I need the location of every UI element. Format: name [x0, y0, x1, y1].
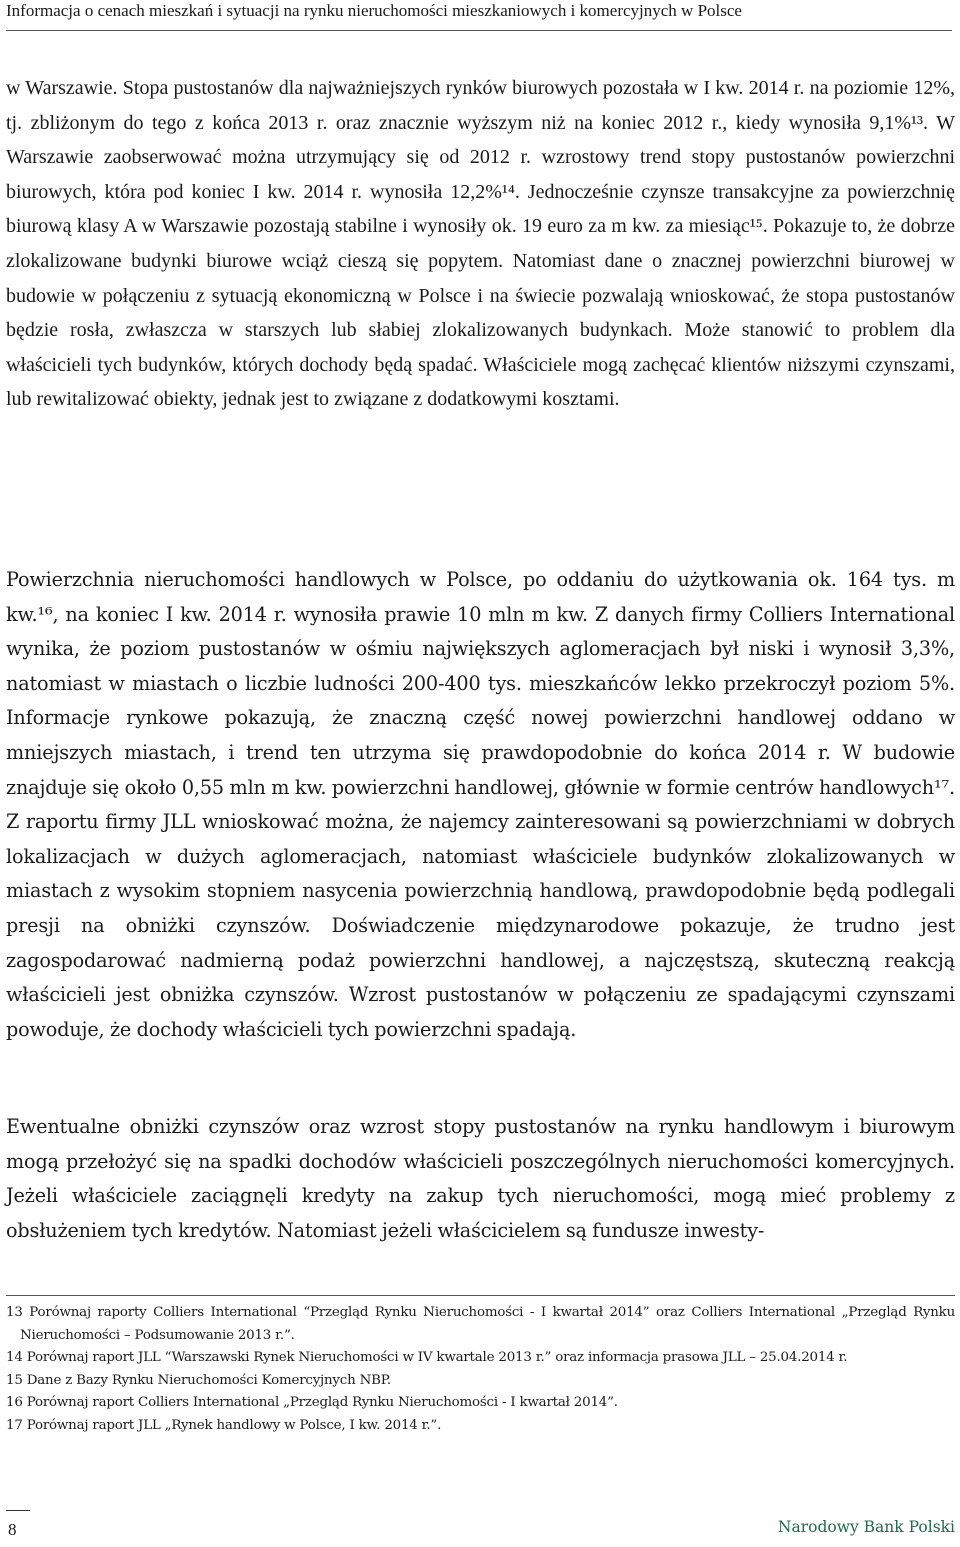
paragraph-office-market: w Warszawie. Stopa pustostanów dla najważniejszych rynków biurowych pozostała w I kw. 2014 r. na poziomie 12%, tj. zbliżonym do tego z końca 2013 r. oraz znacznie wyższym niż na koniec 2012 r., kiedy wynosiła 9,1%¹³. W Warszawie zaobserwować można utrzymujący się od 2012 r. wzrostowy trend stopy pustostanów powierzchni biurowych, która pod koniec I kw. 2014 r. wynosiła 12,2%¹⁴. Jednocześnie czynsze transakcyjne za powierzchnię biurową klasy A w Warszawie pozostają stabilne i wynosiły ok. 19 euro za m kw. za miesiąc¹⁵. Pokazuje to, że dobrze zlokalizowane budynki biurowe wciąż cieszą się popytem. Natomiast dane o znacznej powierzchni biurowej w budowie w połączeniu z sytuacją ekonomiczną w Polsce i na świecie pozwalają wnioskować, że stopa pustostanów będzie rosła, zwłaszcza w starszych lub słabiej zlokalizowanych budynkach. Może stanowić to problem dla właścicieli tych budynków, których dochody będą spadać. Właściciele mogą zachęcać klientów niższymi czynszami, lub rewitalizować obiekty, jednak jest to związane z dodatkowymi kosztami. [6, 77, 955, 411]
paragraph-retail-market: Powierzchnia nieruchomości handlowych w Polsce, po oddaniu do użytkowania ok. 164 tys. m kw.¹⁶, na koniec I kw. 2014 r. wynosiła prawie 10 mln m kw. Z danych firmy Colliers International wynika, że poziom pustostanów w ośmiu największych aglomeracjach był niski i wynosił 3,3%, natomiast w miastach o liczbie ludności 200-400 tys. mieszkańców lekko przekroczył poziom 5%. Informacje rynkowe pokazują, że znaczną część nowej powierzchni handlowej oddano w mniejszych miastach, i trend ten utrzyma się prawdopodobnie do końca 2014 r. W budowie znajduje się około 0,55 mln m kw. powierzchni handlowej, głównie w formie centrów handlowych¹⁷. Z raportu firmy JLL wnioskować można, że najemcy zainteresowani są powierzchniami w dobrych lokalizacjach w dużych aglomeracjach, natomiast właściciele budynków zlokalizowanych w miastach z wysokim stopniem nasycenia powierzchnią handlową, prawdopodobnie będą podlegali presji na obniżki czynszów. Doświadczenie międzynarodowe pokazuje, że trudno jest zagospodarować nadmierną podaż powierzchni handlowej, a najczęstszą, skuteczną reakcją właścicieli jest obniżka czynszów. Wzrost pustostanów w połączeniu ze spadającymi czynszami powoduje, że dochody właścicieli tych powierzchni spadają. [6, 568, 955, 1041]
footer-rule [6, 1510, 30, 1511]
footnotes [6, 1302, 955, 1437]
footnote-16: 16 Porównaj raport Colliers International „Przegląd Rynku Nieruchomości - I kwartał 2014”. [6, 1395, 618, 1410]
publisher-name: Narodowy Bank Polski [777, 1518, 955, 1536]
footnote-separator [6, 1295, 955, 1296]
running-header-title: Informacja o cenach mieszkań i sytuacji na rynku nieruchomości mieszkaniowych i komercyjnych w Polsce [6, 1, 742, 20]
footnote-14: 14 Porównaj raport JLL “Warszawski Rynek Nieruchomości w IV kwartale 2013 r.” oraz informacja prasowa JLL – 25.04.2014 r. [6, 1350, 848, 1365]
running-header [6, 0, 952, 31]
paragraph-rent-decline: Ewentualne obniżki czynszów oraz wzrost stopy pustostanów na rynku handlowym i biurowym mogą przełożyć się na spadki dochodów właścicieli poszczególnych nieruchomości komercyjnych. Jeżeli właściciele zaciągnęli kredyty na zakup tych nieruchomości, mogą mieć problemy z obsłużeniem tych kredytów. Natomiast jeżeli właścicielem są fundusze inwesty- [6, 1115, 955, 1242]
page-number: 8 [8, 1520, 17, 1539]
footnote-13: 13 Porównaj raporty Colliers International “Przegląd Rynku Nieruchomości - I kwartał 2014” oraz Colliers International „Przegląd Rynku Nieruchomości – Podsumowanie 2013 r.”. [6, 1305, 955, 1343]
footnote-17: 17 Porównaj raport JLL „Rynek handlowy w Polsce, I kw. 2014 r.”. [6, 1417, 442, 1433]
footnote-15: 15 Dane z Bazy Rynku Nieruchomości Komercyjnych NBP. [6, 1372, 391, 1388]
